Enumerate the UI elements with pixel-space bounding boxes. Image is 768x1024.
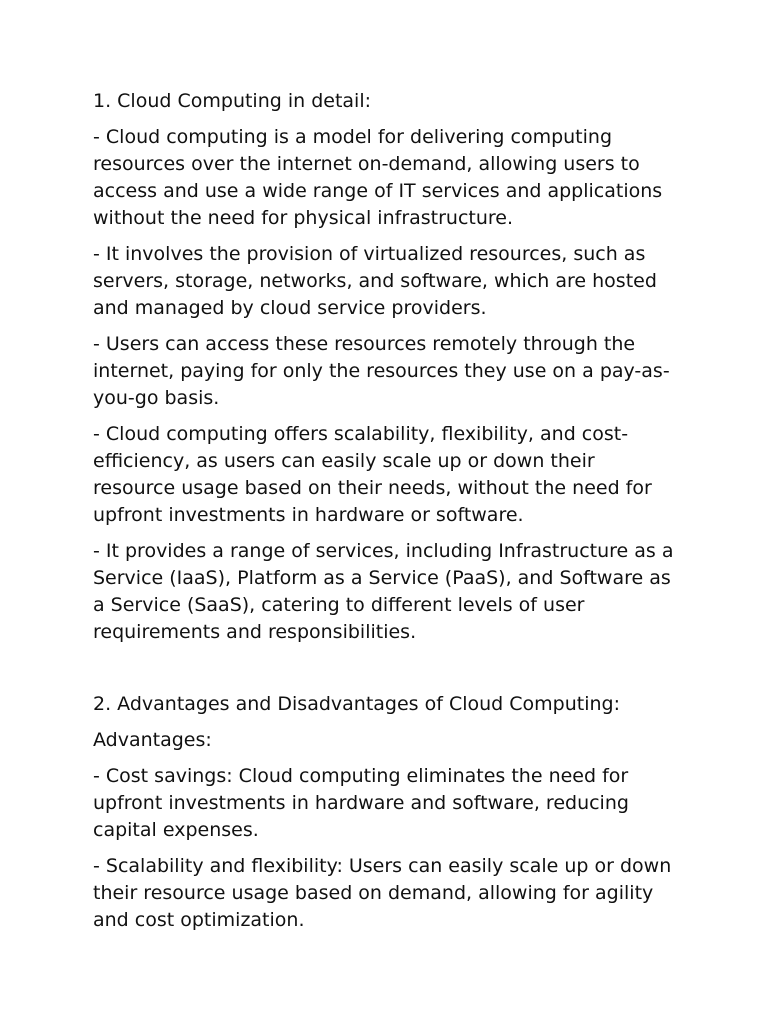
section-2-paragraph-2: - Scalability and flexibility: Users can easily scale up or down their resource usage based on demand, allowing for agility and cost optimization. — [93, 855, 672, 931]
section-1-paragraph-4: - Cloud computing offers scalability, flexibility, and cost-efficiency, as users can easily scale up or down their resource usage based on their needs, without the need for upfront investments in hardware or software. — [93, 423, 652, 526]
section-spacer — [93, 655, 676, 691]
section-2-heading: 2. Advantages and Disadvantages of Cloud Computing: — [93, 693, 621, 715]
section-1-paragraph-1: - Cloud computing is a model for delivering computing resources over the internet on-demand, allowing users to access and use a wide range of IT services and applications without the need for physical infrastructure. — [93, 126, 663, 229]
section-1-paragraph-5: - It provides a range of services, including Infrastructure as a Service (IaaS), Platform as a Service (PaaS), and Software as a Service (SaaS), catering to different levels of user requirements and responsibilities. — [93, 540, 674, 643]
section-1-heading: 1. Cloud Computing in detail: — [93, 90, 372, 112]
advantages-subheading: Advantages: — [93, 729, 212, 751]
section-2-paragraph-1: - Cost savings: Cloud computing eliminates the need for upfront investments in hardware and software, reducing capital expenses. — [93, 765, 629, 841]
section-1-paragraph-3: - Users can access these resources remotely through the internet, paying for only the resources they use on a pay-as-you-go basis. — [93, 333, 670, 409]
section-1-paragraph-2: - It involves the provision of virtualized resources, such as servers, storage, networks, and software, which are hosted and managed by cloud service providers. — [93, 243, 657, 319]
